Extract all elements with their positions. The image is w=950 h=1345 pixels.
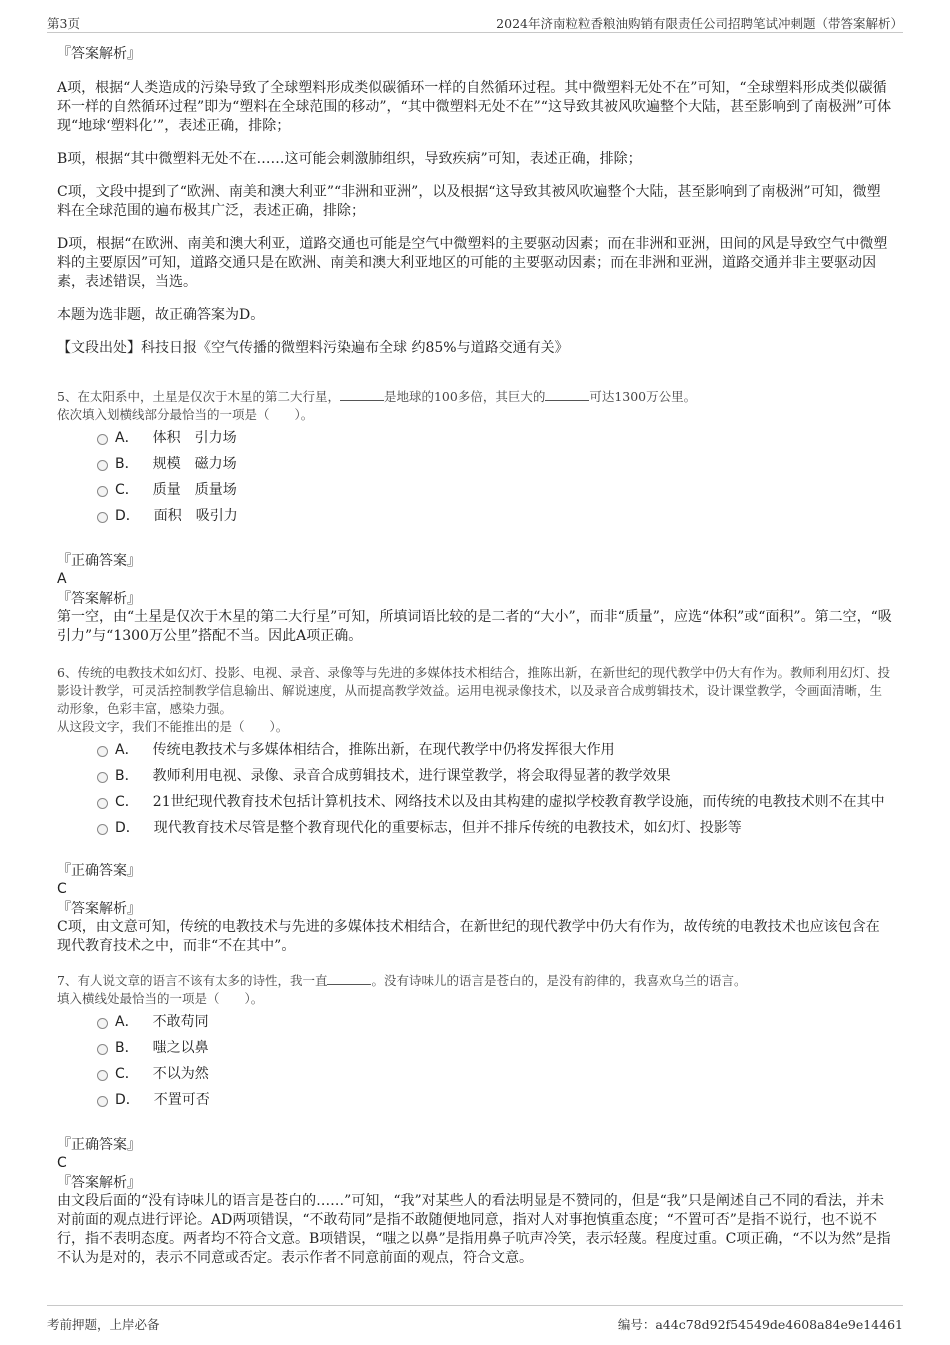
radio-icon[interactable] — [97, 1044, 108, 1055]
q7-option-b[interactable]: B． 嗤之以鼻 — [57, 1038, 893, 1058]
q5-correct-label: 『正确答案』 — [57, 553, 141, 569]
radio-icon[interactable] — [97, 798, 108, 809]
q4-conclusion: 本题为选非题，故正确答案为D。 — [57, 307, 265, 323]
q6-analysis: C项，由文意可知，传统的电教技术与先进的多媒体技术相结合，在新世纪的现代教学中仍大有作为，故传统的电教技术也应该包含在现代教育技术之中，而非“不在其中”。 — [57, 919, 880, 954]
q4-source: 【文段出处】科技日报《空气传播的微塑料污染遍布全球 约85%与道路交通有关》 — [57, 340, 569, 356]
radio-icon[interactable] — [97, 746, 108, 757]
radio-icon[interactable] — [97, 1070, 108, 1081]
q6-option-a[interactable]: A． 传统电教技术与多媒体相结合，推陈出新，在现代教学中仍将发挥很大作用 — [57, 740, 893, 760]
q5-analysis-label: 『答案解析』 — [57, 591, 141, 607]
q7-blank — [327, 972, 371, 985]
q7-options — [57, 1012, 893, 1110]
page-content — [57, 45, 893, 1268]
q4-analysis-b: B项，根据“其中微塑料无处不在……这可能会刺激肺组织，导致疾病”可知，表述正确，排除； — [57, 151, 642, 167]
q7-correct-label: 『正确答案』 — [57, 1137, 141, 1153]
q7-analysis-label: 『答案解析』 — [57, 1175, 141, 1191]
radio-icon[interactable] — [97, 1096, 108, 1107]
q4-analysis-a: A项，根据“人类造成的污染导致了全球塑料形成类似碳循环一样的自然循环过程。其中微塑料无处不在”可知，“全球塑料形成类似碳循环一样的自然循环过程”即为“塑料在全球范围的移动”，“其中微塑料无处不在”“这导致其被风吹遍整个大陆，甚至影响到了南极洲”可体现“地球‘塑料化’”，表述正确，排除； — [57, 80, 892, 134]
q6-instruction: 从这段文字，我们不能推出的是（ ）。 — [57, 719, 289, 734]
q4-analysis-label: 『答案解析』 — [57, 46, 141, 62]
document-code: 编号：a44c78d92f54549de4608a84e9e14461 — [617, 1317, 903, 1332]
page-number: 第3页 — [47, 16, 80, 31]
q5-analysis: 第一空，由“土星是仅次于木星的第二大行星”可知，所填词语比较的是二者的“大小”，而非“质量”，应选“体积”或“面积”。第二空，“吸引力”与“1300万公里”搭配不当。因此A项正确。 — [57, 609, 892, 644]
page-footer — [47, 1305, 903, 1336]
q5-stem: 5、在太阳系中，土星是仅次于木星的第二大行星， 是地球的100多倍，其巨大的 可达1300万公里。 — [57, 389, 697, 404]
footer-slogan: 考前押题，上岸必备 — [47, 1317, 160, 1332]
q6-analysis-label: 『答案解析』 — [57, 901, 141, 917]
q6-stem: 6、传统的电教技术如幻灯、投影、电视、录音、录像等与先进的多媒体技术相结合，推陈出新，在新世纪的现代教学中仍大有作为。教师利用幻灯、投影设计教学，可灵活控制教学信息输出、解说速度，从而提高教学效益。运用电视录像技术，以及录音合成剪辑技术，设计课堂教学，令画面清晰，生动形象，色彩丰富，感染力强。 — [57, 665, 890, 716]
radio-icon[interactable] — [97, 772, 108, 783]
q4-analysis-c: C项，文段中提到了“欧洲、南美和澳大利亚”“非洲和亚洲”，以及根据“这导致其被风吹遍整个大陆，甚至影响到了南极洲”可知，微塑料在全球范围的遍布极其广泛，表述正确，排除； — [57, 184, 881, 219]
q7-option-a[interactable]: A． 不敢苟同 — [57, 1012, 893, 1032]
q7-analysis: 由文段后面的“没有诗味儿的语言是苍白的……”可知，“我”对某些人的看法明显是不赞同的，但是“我”只是阐述自己不同的看法，并未对前面的观点进行评论。AD两项错误，“不敢苟同”是指不敢随便地同意，指对人对事抱慎重态度；“不置可否”是指不说行，也不说不行，指不表明态度。两者均不符合文意。B项错误，“嗤之以鼻”是指用鼻子吭声冷笑，表示轻蔑。程度过重。C项正确，“不以为然”是指不认为是对的，表示不同意或否定。表示作者不同意前面的观点，符合文意。 — [57, 1193, 891, 1266]
q6-correct-answer: C — [57, 881, 67, 897]
q5-instruction: 依次填入划横线部分最恰当的一项是（ ）。 — [57, 407, 314, 422]
q7-instruction: 填入横线处最恰当的一项是（ ）。 — [57, 991, 264, 1006]
q7-correct-answer: C — [57, 1155, 67, 1171]
radio-icon[interactable] — [97, 824, 108, 835]
radio-icon[interactable] — [97, 1018, 108, 1029]
q4-analysis-d: D项，根据“在欧洲、南美和澳大利亚，道路交通也可能是空气中微塑料的主要驱动因素；而在非洲和亚洲，田间的风是导致空气中微塑料的主要原因”可知，道路交通只是在欧洲、南美和澳大利亚地区的可能的主要驱动因素；而在非洲和亚洲，道路交通并非主要驱动因素，表述错误，当选。 — [57, 236, 888, 290]
q7-option-c[interactable]: C． 不以为然 — [57, 1064, 893, 1084]
page-header — [47, 12, 903, 33]
q6-options — [57, 740, 893, 838]
question-5 — [57, 388, 893, 646]
question-7 — [57, 972, 893, 1268]
q5-blank-2 — [545, 388, 589, 401]
q6-correct-label: 『正确答案』 — [57, 863, 141, 879]
radio-icon[interactable] — [97, 434, 108, 445]
radio-icon[interactable] — [97, 460, 108, 471]
question-6 — [57, 664, 893, 956]
q6-option-b[interactable]: B． 教师利用电视、录像、录音合成剪辑技术，进行课堂教学，将会取得显著的教学效果 — [57, 766, 893, 786]
q5-options — [57, 428, 893, 526]
q6-option-d[interactable]: D． 现代教育技术尽管是整个教育现代化的重要标志，但并不排斥传统的电教技术，如幻灯、投影等 — [57, 818, 893, 838]
q7-stem: 7、有人说文章的语言不该有太多的诗性，我一直 。没有诗味儿的语言是苍白的，是没有韵律的，我喜欢乌兰的语言。 — [57, 973, 747, 988]
q6-option-c[interactable]: C． 21世纪现代教育技术包括计算机技术、网络技术以及由其构建的虚拟学校教育教学设施，而传统的电教技术则不在其中 — [57, 792, 893, 812]
q7-option-d[interactable]: D． 不置可否 — [57, 1090, 893, 1110]
radio-icon[interactable] — [97, 512, 108, 523]
q5-option-a[interactable]: A． 体积 引力场 — [57, 428, 893, 448]
q5-correct-answer: A — [57, 571, 67, 587]
q5-blank-1 — [340, 388, 384, 401]
q5-option-b[interactable]: B． 规模 磁力场 — [57, 454, 893, 474]
document-title: 2024年济南粒粒香粮油购销有限责任公司招聘笔试冲刺题（带答案解析） — [496, 16, 903, 31]
q5-option-d[interactable]: D． 面积 吸引力 — [57, 506, 893, 526]
q5-option-c[interactable]: C． 质量 质量场 — [57, 480, 893, 500]
radio-icon[interactable] — [97, 486, 108, 497]
